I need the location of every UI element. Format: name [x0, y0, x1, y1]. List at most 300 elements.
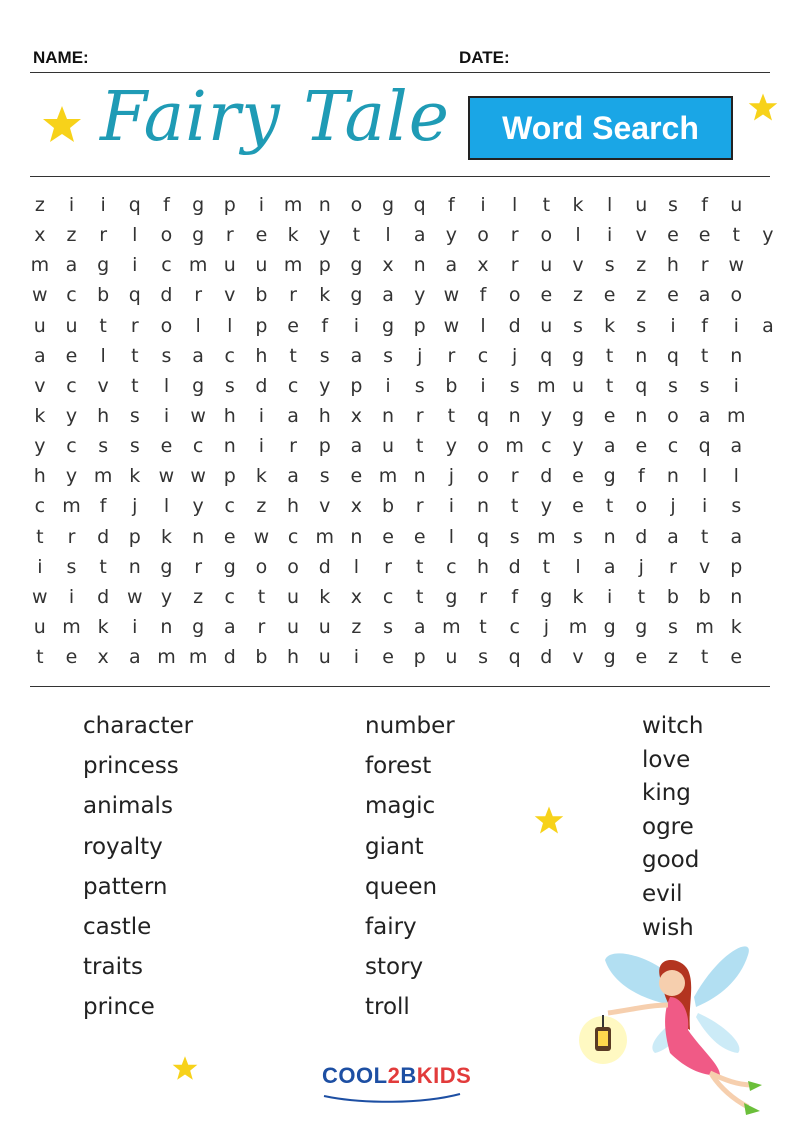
grid-letter: i — [607, 224, 613, 247]
word-list-column-1 — [83, 710, 193, 1032]
grid-letter: t — [99, 555, 107, 578]
grid-letter: n — [508, 404, 521, 427]
grid-letter: u — [65, 314, 78, 337]
grid-letter: c — [446, 555, 457, 578]
word-list-item: royalty — [83, 833, 163, 860]
grid-letter: b — [255, 646, 268, 669]
grid-letter: g — [192, 615, 205, 638]
grid-letter: r — [415, 495, 424, 518]
grid-letter: m — [283, 194, 303, 216]
grid-letter: b — [666, 585, 679, 608]
grid-letter: x — [382, 254, 394, 277]
grid-letter: p — [223, 194, 236, 216]
grid-letter: m — [315, 525, 334, 548]
grid-letter: r — [289, 284, 297, 307]
grid-letter: f — [163, 194, 170, 216]
grid-letter: m — [62, 495, 81, 518]
grid-letter: s — [668, 194, 678, 216]
grid-letter: d — [97, 585, 110, 608]
logo-swoosh-icon — [322, 1092, 462, 1104]
grid-letter — [752, 341, 784, 371]
grid-letter: m — [505, 435, 524, 458]
grid-letter: m — [537, 525, 556, 548]
word-list-item: giant — [365, 833, 424, 860]
grid-letter: a — [730, 435, 743, 458]
grid-letter: h — [287, 646, 300, 669]
word-list-item: wish — [642, 914, 694, 941]
grid-letter: n — [730, 585, 743, 608]
date-label: DATE: — [459, 48, 510, 67]
grid-letter: s — [129, 404, 140, 427]
grid-letter: a — [192, 344, 204, 367]
grid-letter: l — [163, 374, 170, 397]
grid-letter: k — [604, 314, 616, 337]
grid-letter: l — [733, 465, 739, 488]
grid-letter: a — [698, 404, 711, 427]
grid-letter: y — [540, 495, 552, 518]
grid-letter: s — [668, 374, 678, 397]
grid-letter: r — [384, 555, 392, 578]
grid-letter: e — [572, 465, 584, 488]
grid-letter: r — [194, 555, 203, 578]
name-label: NAME: — [33, 48, 89, 67]
grid-letter: x — [350, 495, 363, 518]
grid-letter: k — [572, 585, 584, 608]
grid-letter: i — [353, 314, 360, 337]
grid-letter: c — [66, 435, 77, 458]
grid-letter: w — [443, 314, 460, 337]
grid-letter: u — [571, 374, 584, 397]
grid-letter: v — [224, 284, 236, 307]
grid-letter: o — [477, 435, 489, 458]
grid-letter — [752, 491, 784, 521]
grid-letter: j — [448, 465, 454, 488]
grid-letter: x — [97, 646, 109, 669]
grid-letter: t — [542, 194, 551, 216]
grid-letter: r — [130, 314, 139, 337]
grid-letter: t — [352, 224, 361, 247]
grid-letter: i — [68, 585, 75, 608]
grid-letter: t — [257, 585, 266, 608]
grid-letter: t — [415, 585, 424, 608]
grid-letter: z — [667, 646, 678, 669]
grid-letter: f — [637, 465, 645, 488]
grid-letter: u — [318, 615, 331, 638]
grid-letter: f — [511, 585, 519, 608]
grid-letter: r — [99, 224, 108, 247]
grid-letter: i — [448, 495, 454, 518]
grid-letter: u — [445, 646, 458, 669]
grid-letter: h — [33, 465, 46, 488]
grid-letter: g — [635, 615, 648, 638]
grid-letter: c — [161, 254, 172, 277]
grid-letter: m — [378, 465, 398, 488]
grid-letter: f — [701, 194, 708, 216]
grid-letter: o — [477, 465, 489, 488]
grid-letter: d — [508, 314, 521, 337]
grid-letter: f — [479, 284, 487, 307]
grid-letter: o — [635, 495, 648, 518]
grid-letter: s — [509, 525, 520, 548]
grid-letter: s — [509, 374, 520, 397]
grid-letter: b — [445, 374, 458, 397]
grid-letter: q — [698, 435, 711, 458]
grid-letter: r — [479, 585, 487, 608]
word-list-item: number — [365, 713, 455, 739]
grid-letter: z — [351, 615, 362, 638]
grid-letter: a — [382, 284, 394, 307]
grid-letter: y — [192, 495, 204, 518]
grid-letter: a — [667, 525, 679, 548]
grid-letter: a — [350, 435, 363, 458]
grid-letter: r — [510, 465, 519, 488]
grid-letter: y — [319, 224, 331, 247]
grid-letter: a — [413, 615, 426, 638]
grid-letter: y — [319, 374, 331, 397]
grid-letter: k — [97, 615, 109, 638]
grid-letter: t — [447, 404, 456, 427]
grid-letter: j — [638, 555, 644, 578]
grid-letter: n — [160, 615, 173, 638]
grid-letter: p — [318, 435, 331, 458]
cool2bkids-logo — [322, 1063, 482, 1103]
grid-letter: c — [34, 495, 46, 518]
grid-letter: d — [97, 525, 110, 548]
grid-letter: t — [131, 344, 139, 367]
grid-letter: c — [224, 495, 235, 518]
word-list-item: magic — [365, 793, 436, 820]
grid-letter: q — [128, 194, 141, 216]
grid-letter: m — [695, 615, 714, 638]
grid-letter: a — [128, 646, 141, 669]
grid-letter: e — [603, 404, 616, 427]
grid-letter: p — [730, 555, 743, 578]
grid-letter: r — [257, 615, 266, 638]
word-list-column-3 — [642, 710, 703, 945]
grid-letter: w — [32, 585, 48, 608]
grid-letter: i — [480, 194, 486, 216]
grid-letter: e — [65, 344, 78, 367]
grid-letter — [752, 612, 784, 642]
grid-letter — [752, 522, 784, 552]
grid-letter: s — [383, 344, 393, 367]
word-list-item: love — [642, 746, 691, 773]
grid-letter: n — [192, 525, 205, 548]
grid-letter: i — [480, 374, 486, 397]
grid-letter: s — [731, 495, 742, 518]
word-list-item: traits — [83, 954, 143, 981]
grid-letter: g — [571, 344, 585, 367]
grid-letter: t — [36, 525, 44, 548]
grid-letter: e — [698, 224, 711, 247]
grid-letter: g — [382, 314, 395, 337]
grid-letter: e — [255, 224, 268, 247]
grid-letter: y — [445, 435, 457, 458]
grid-letter: m — [568, 615, 588, 638]
grid-letter: q — [540, 344, 553, 367]
grid-letter: y — [65, 404, 78, 427]
letter-grid — [24, 190, 784, 672]
grid-letter: u — [287, 585, 300, 608]
grid-letter: g — [603, 615, 616, 638]
grid-letter: l — [385, 224, 391, 247]
grid-letter: n — [382, 404, 395, 427]
grid-letter: l — [575, 224, 581, 247]
grid-letter: d — [160, 284, 173, 307]
grid-letter: m — [157, 646, 176, 669]
grid-letter: c — [287, 525, 299, 548]
grid-letter: s — [66, 555, 77, 578]
grid-letter — [752, 461, 784, 491]
grid-letter: p — [413, 314, 426, 337]
grid-letter: y — [540, 404, 552, 427]
grid-letter: t — [605, 344, 614, 367]
grid-letter: e — [635, 646, 648, 669]
grid-letter: e — [667, 284, 679, 307]
word-list-item: pattern — [83, 873, 168, 900]
grid-letter: k — [730, 615, 742, 638]
grid-letter: g — [192, 224, 205, 247]
grid-letter: o — [730, 284, 743, 307]
grid-letter: s — [668, 615, 678, 638]
grid-letter: c — [667, 435, 679, 458]
grid-letter: z — [193, 585, 204, 608]
grid-letter: h — [476, 555, 490, 578]
grid-letter: j — [512, 344, 518, 367]
grid-letter: n — [223, 435, 236, 458]
grid-letter: u — [382, 435, 395, 458]
grid-letter: t — [637, 585, 646, 608]
grid-letter: l — [195, 314, 201, 337]
grid-letter — [752, 552, 784, 582]
grid-letter: r — [510, 224, 519, 247]
grid-letter: r — [289, 435, 297, 458]
grid-letter: u — [255, 254, 268, 277]
grid-letter: a — [65, 254, 78, 277]
grid-letter: u — [730, 194, 743, 216]
grid-letter: n — [635, 404, 648, 427]
grid-letter: g — [382, 194, 395, 216]
grid-letter: l — [448, 525, 454, 548]
grid-letter: e — [350, 465, 363, 488]
grid-letter: a — [445, 254, 458, 277]
grid-letter: b — [97, 284, 110, 307]
grid-letter: q — [476, 404, 490, 427]
grid-letter: c — [477, 344, 489, 367]
grid-letter: x — [34, 224, 46, 247]
grid-letter — [752, 401, 784, 431]
grid-letter — [752, 250, 784, 280]
grid-letter: s — [573, 314, 583, 337]
grid-letter: k — [255, 465, 267, 488]
grid-rule — [30, 686, 770, 687]
grid-letter: r — [447, 344, 456, 367]
grid-letter: s — [478, 646, 488, 669]
star-icon — [42, 104, 82, 144]
grid-letter: o — [350, 194, 363, 216]
word-list-item: story — [365, 954, 424, 981]
grid-letter: y — [762, 224, 774, 247]
grid-letter: r — [700, 254, 709, 277]
grid-letter: h — [97, 404, 110, 427]
grid-letter: k — [160, 525, 172, 548]
grid-letter — [752, 190, 784, 220]
grid-letter: r — [194, 284, 203, 307]
grid-letter: c — [224, 585, 235, 608]
grid-letter: g — [223, 555, 236, 578]
grid-letter: d — [255, 374, 268, 397]
grid-letter: i — [733, 374, 739, 397]
grid-letter: n — [603, 525, 616, 548]
word-list-item: evil — [642, 880, 683, 907]
grid-letter: h — [255, 344, 268, 367]
word-list-item: castle — [83, 913, 152, 940]
grid-letter: s — [319, 344, 330, 367]
word-list-item: queen — [365, 873, 438, 900]
grid-letter: k — [319, 284, 331, 307]
word-list-column-2 — [365, 710, 455, 1032]
grid-letter: j — [670, 495, 676, 518]
grid-letter: o — [540, 224, 553, 247]
grid-letter: u — [223, 254, 236, 277]
grid-letter: e — [635, 435, 648, 458]
grid-letter: l — [512, 194, 518, 216]
grid-letter: s — [699, 374, 710, 397]
grid-letter: t — [732, 224, 740, 247]
grid-letter: m — [188, 646, 208, 669]
grid-letter: h — [666, 254, 679, 277]
grid-letter: d — [508, 555, 521, 578]
grid-letter: c — [287, 374, 299, 397]
grid-letter: t — [36, 646, 44, 669]
grid-letter: o — [477, 224, 489, 247]
grid-letter: e — [223, 525, 236, 548]
grid-letter: a — [762, 314, 774, 337]
grid-letter: f — [321, 314, 329, 337]
grid-letter: m — [30, 254, 50, 277]
grid-letter: q — [413, 194, 426, 216]
grid-letter: i — [132, 615, 138, 638]
grid-letter: u — [540, 254, 553, 277]
grid-letter: l — [607, 194, 613, 216]
grid-letter: e — [730, 646, 743, 669]
grid-letter: f — [99, 495, 107, 518]
grid-letter: x — [350, 404, 363, 427]
grid-letter: f — [701, 314, 708, 337]
grid-letter: m — [727, 404, 746, 427]
word-list-item: prince — [83, 994, 155, 1021]
grid-letter: i — [37, 555, 43, 578]
word-list-item: good — [642, 847, 700, 874]
word-list-item: king — [642, 780, 691, 807]
grid-letter: w — [190, 404, 206, 427]
title-rule — [30, 176, 770, 177]
grid-letter: v — [97, 374, 109, 397]
grid-letter: t — [510, 495, 519, 518]
grid-letter: i — [385, 374, 391, 397]
grid-letter — [752, 280, 784, 310]
grid-letter: g — [540, 585, 553, 608]
word-list-item: ogre — [642, 813, 694, 840]
grid-letter: y — [65, 465, 78, 488]
word-list-item: forest — [365, 753, 432, 780]
grid-letter: q — [508, 646, 521, 669]
grid-letter: e — [572, 495, 584, 518]
grid-letter: p — [223, 465, 236, 488]
grid-letter: p — [128, 525, 141, 548]
grid-letter: o — [508, 284, 521, 307]
grid-letter: r — [67, 525, 76, 548]
grid-letter: e — [287, 314, 299, 337]
grid-letter: o — [667, 404, 679, 427]
grid-letter: c — [66, 284, 77, 307]
grid-letter: e — [603, 284, 616, 307]
grid-letter: n — [730, 344, 743, 367]
page-title: Fairy Tale — [100, 78, 450, 157]
grid-letter: h — [318, 404, 331, 427]
grid-letter: y — [160, 585, 173, 608]
grid-letter: u — [540, 314, 553, 337]
grid-letter: n — [413, 465, 426, 488]
word-list-item: animals — [83, 793, 173, 820]
grid-letter: z — [636, 254, 647, 277]
grid-letter: s — [383, 615, 393, 638]
grid-letter: r — [225, 224, 234, 247]
grid-letter: t — [479, 615, 487, 638]
grid-letter: i — [670, 314, 676, 337]
grid-letter: d — [318, 555, 331, 578]
grid-letter: n — [413, 254, 426, 277]
star-icon — [172, 1055, 198, 1081]
grid-letter: k — [572, 194, 584, 216]
grid-letter: l — [353, 555, 360, 578]
grid-letter: n — [635, 344, 648, 367]
grid-letter: g — [603, 646, 616, 669]
grid-letter: q — [635, 374, 648, 397]
grid-letter: z — [66, 224, 77, 247]
grid-letter: p — [350, 374, 363, 397]
grid-letter: k — [287, 224, 299, 247]
grid-letter: n — [350, 525, 363, 548]
grid-letter: c — [224, 344, 235, 367]
grid-letter: a — [603, 435, 616, 458]
word-list-item: character — [83, 713, 194, 739]
word-list-item: fairy — [365, 913, 417, 940]
grid-letter: i — [733, 314, 739, 337]
grid-letter: v — [572, 646, 584, 669]
grid-letter: i — [163, 404, 170, 427]
grid-letter: u — [33, 615, 46, 638]
word-search-badge — [468, 96, 733, 160]
grid-letter: t — [700, 344, 709, 367]
word-list-item: troll — [365, 994, 410, 1021]
grid-letter: l — [163, 495, 170, 518]
grid-letter: z — [572, 284, 583, 307]
grid-letter: h — [223, 404, 236, 427]
grid-letter — [752, 431, 784, 461]
grid-letter: p — [318, 254, 331, 277]
grid-letter: n — [476, 495, 490, 518]
grid-letter: u — [318, 646, 331, 669]
grid-letter: g — [160, 555, 173, 578]
grid-letter: c — [192, 435, 204, 458]
grid-letter: a — [350, 344, 363, 367]
grid-letter: q — [476, 525, 490, 548]
grid-letter: e — [382, 646, 394, 669]
grid-letter: m — [283, 254, 303, 277]
grid-letter: e — [540, 284, 553, 307]
fairy-illustration — [570, 935, 780, 1120]
